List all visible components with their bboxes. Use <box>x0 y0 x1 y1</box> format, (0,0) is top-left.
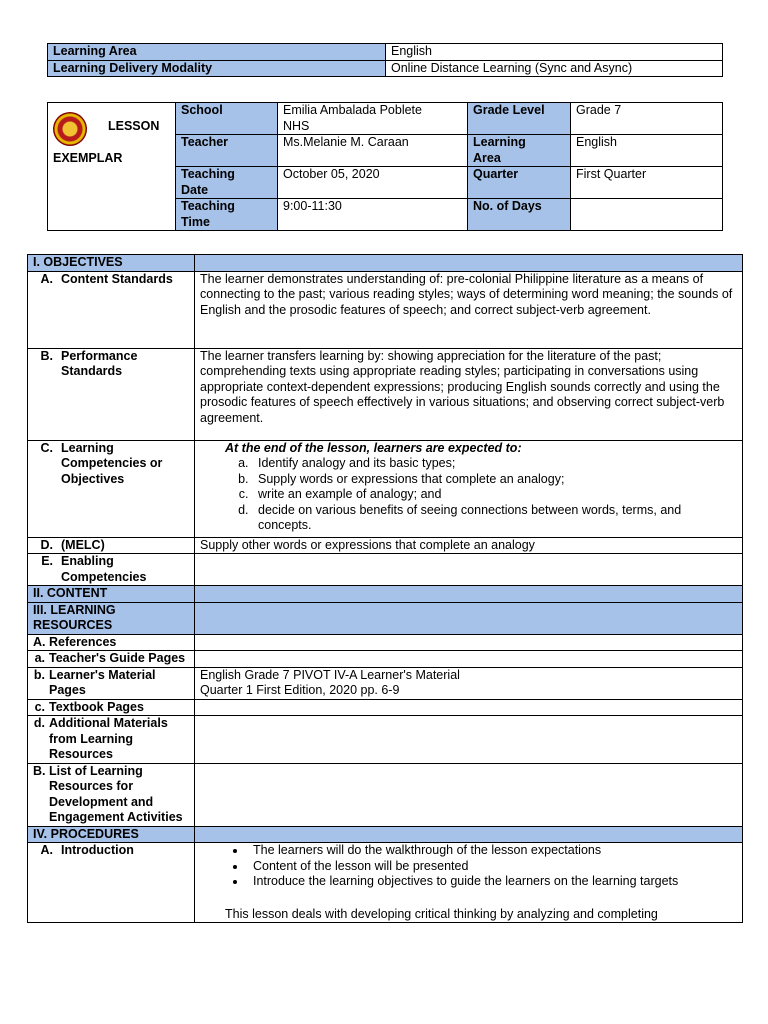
teaching-time-value: 9:00-11:30 <box>278 199 468 231</box>
teaching-date-label: Teaching Date <box>176 167 278 199</box>
grade-level-value: Grade 7 <box>571 103 723 135</box>
learning-area-header-value: English <box>571 135 723 167</box>
list-of-resources-value <box>195 763 743 826</box>
performance-standards-text: The learner transfers learning by: showing appreciation for the literature of the past; comprehending texts using appropriate reading styles; participating in conversations using appropriate context-dependent expressions; producing English sounds correctly and using the prosodic features of speech effectively in various situations; and observing correct subject-verb agreement. <box>195 348 743 440</box>
teachers-guide-label: a. Teacher's Guide Pages <box>28 651 195 668</box>
references-label: A. References <box>28 634 195 651</box>
list-item: c. write an example of analogy; and <box>252 487 737 503</box>
objectives-heading: I. OBJECTIVES <box>28 255 195 272</box>
list-item: a. Identify analogy and its basic types; <box>252 456 737 472</box>
melc-text: Supply other words or expressions that complete an analogy <box>195 537 743 554</box>
grade-level-label: Grade Level <box>468 103 571 135</box>
modality-value: Online Distance Learning (Sync and Async) <box>386 60 723 77</box>
learning-area-value: English <box>386 44 723 61</box>
procedures-heading: IV. PROCEDURES <box>28 826 195 843</box>
textbook-pages-label: c. Textbook Pages <box>28 699 195 716</box>
learners-material-label: b. Learner's Material Pages <box>28 667 195 699</box>
list-item: • Introduce the learning objectives to guide the learners on the learning targets <box>247 874 737 890</box>
teaching-time-label: Teaching Time <box>176 199 278 231</box>
learning-area-header-label: Learning Area <box>468 135 571 167</box>
learning-resources-heading: III. LEARNING RESOURCES <box>28 602 195 634</box>
school-label: School <box>176 103 278 135</box>
enabling-competencies-label: E. Enabling Competencies <box>28 554 195 586</box>
days-value <box>571 199 723 231</box>
teacher-label: Teacher <box>176 135 278 167</box>
list-of-resources-label: B. List of Learning Resources for Development and Engagement Activities <box>28 763 195 826</box>
lesson-header-table <box>47 102 723 231</box>
enabling-competencies-value <box>195 554 743 586</box>
additional-materials-value <box>195 716 743 764</box>
textbook-pages-value <box>195 699 743 716</box>
competencies-intro: At the end of the lesson, learners are expected to: <box>225 440 522 455</box>
introduction-bullets <box>200 843 737 890</box>
additional-materials-label: d. Additional Materials from Learning Resources <box>28 716 195 764</box>
content-heading: II. CONTENT <box>28 586 195 603</box>
learning-competencies-content <box>195 440 743 537</box>
list-item: • Content of the lesson will be presented <box>247 859 737 875</box>
introduction-content <box>195 843 743 923</box>
learning-area-label: Learning Area <box>48 44 386 61</box>
learning-info-table <box>47 43 723 77</box>
melc-label: D. (MELC) <box>28 537 195 554</box>
lesson-plan-table <box>27 254 743 923</box>
list-item: • The learners will do the walkthrough of the lesson expectations <box>247 843 737 859</box>
exemplar-word: EXEMPLAR <box>53 151 123 165</box>
performance-standards-label: B. Performance Standards <box>28 348 195 440</box>
school-value: Emilia Ambalada Poblete NHS <box>278 103 468 135</box>
lesson-word: LESSON <box>108 119 160 133</box>
days-label: No. of Days <box>468 199 571 231</box>
introduction-label: A. Introduction <box>28 843 195 923</box>
learning-competencies-label: C. Learning Competencies or Objectives <box>28 440 195 537</box>
list-item: d. decide on various benefits of seeing connections between words, terms, and concepts. <box>252 503 737 534</box>
modality-label: Learning Delivery Modality <box>48 60 386 77</box>
teaching-date-value: October 05, 2020 <box>278 167 468 199</box>
list-item: b. Supply words or expressions that complete an analogy; <box>252 472 737 488</box>
content-standards-text: The learner demonstrates understanding of: pre-colonial Philippine literature as a means of connecting to the past; various reading styles; ways of determining word meaning; the sounds of English and the prosodic features of speech; and correct subject-verb agreement. <box>195 271 743 348</box>
teachers-guide-value <box>195 651 743 668</box>
quarter-label: Quarter <box>468 167 571 199</box>
school-seal-icon <box>53 112 87 146</box>
lesson-exemplar-cell <box>48 103 176 231</box>
quarter-value: First Quarter <box>571 167 723 199</box>
content-standards-label: A. Content Standards <box>28 271 195 348</box>
learners-material-value: English Grade 7 PIVOT IV-A Learner's Material Quarter 1 First Edition, 2020 pp. 6-9 <box>195 667 743 699</box>
introduction-paragraph: This lesson deals with developing critical thinking by analyzing and completing <box>225 906 658 921</box>
competencies-list <box>200 456 737 534</box>
teacher-value: Ms.Melanie M. Caraan <box>278 135 468 167</box>
